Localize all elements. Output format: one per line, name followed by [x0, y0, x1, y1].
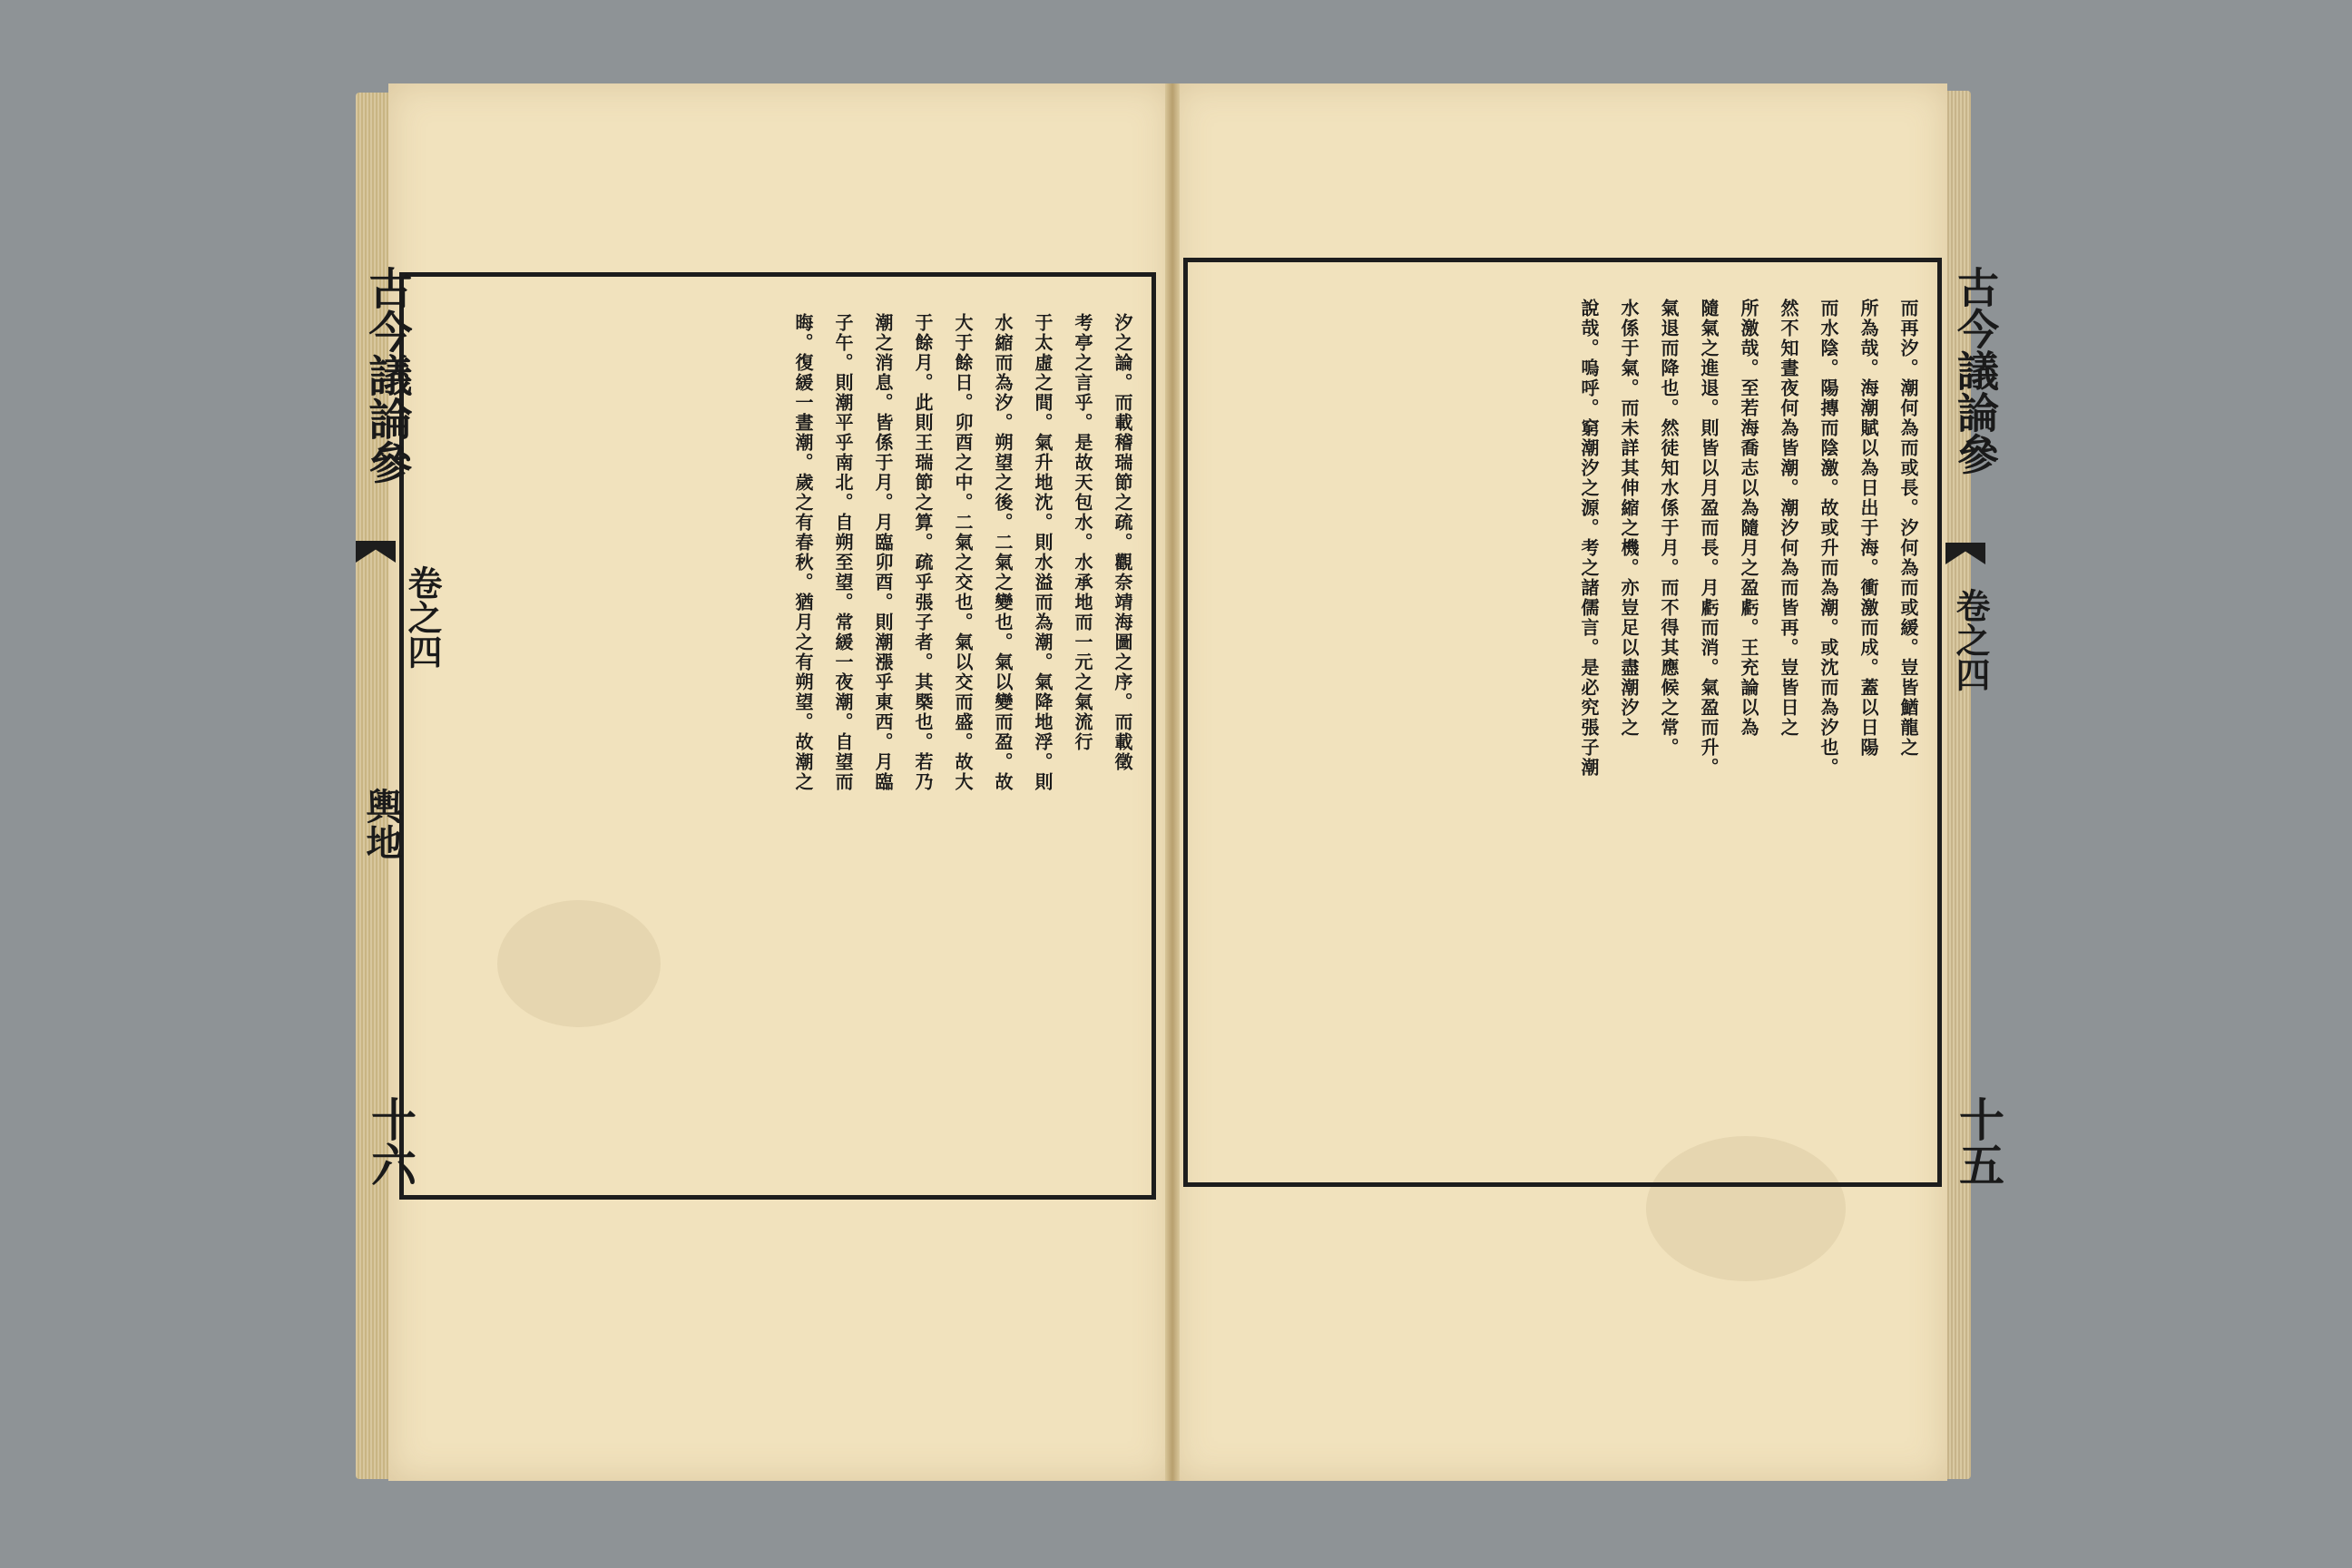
- left-column-8: 子午。則潮平乎南北。自朔至望。常緩一夜潮。自望而: [832, 313, 854, 792]
- left-fold-title: 古今議論參: [361, 266, 412, 484]
- right-column-8: 水係于氣。而未詳其伸縮之機。亦豈足以盡潮汐之: [1618, 299, 1640, 738]
- left-text-columns: [774, 313, 1133, 1184]
- left-fold-section: 輿地: [360, 788, 403, 860]
- left-column-5: 大于餘日。卯酉之中。二氣之交也。氣以交而盛。故大: [952, 313, 974, 792]
- right-column-6: 隨氣之進退。則皆以月盈而長。月虧而消。氣盈而升。: [1698, 299, 1720, 778]
- right-column-5: 所激哉。至若海喬志以為隨月之盈虧。王充論以為: [1738, 299, 1759, 738]
- left-column-4: 水縮而為汐。朔望之後。二氣之變也。氣以變而盈。故: [992, 313, 1014, 792]
- right-column-4: 然不知晝夜何為皆潮。潮汐何為而皆再。豈皆日之: [1778, 299, 1799, 738]
- left-fold-chapter: 卷之四: [402, 565, 443, 669]
- right-fold-chapter: 卷之四: [1950, 588, 1991, 691]
- right-column-7: 氣退而降也。然徒知水係于月。而不得其應候之常。: [1658, 299, 1680, 758]
- right-column-1: 而再汐。潮何為而或長。汐何為而或緩。豈皆鰌龍之: [1897, 299, 1919, 758]
- left-column-1: 汐之論。而載稽瑞節之疏。觀奈靖海圖之序。而載徵: [1112, 313, 1133, 772]
- right-column-2: 所為哉。海潮賦以為日出于海。衝激而成。蓋以日陽: [1857, 299, 1879, 758]
- left-column-7: 潮之消息。皆係于月。月臨卯酉。則潮漲乎東西。月臨: [872, 313, 894, 792]
- right-fold-title: 古今議論參: [1951, 266, 2000, 475]
- book-gutter: [1165, 83, 1180, 1481]
- left-page-number: 十六: [364, 1096, 417, 1187]
- right-page-number: 十五: [1952, 1096, 2005, 1187]
- open-book: [356, 80, 2005, 1486]
- right-column-9: 說哉。嗚呼。窮潮汐之源。考之諸儒言。是必究張子潮: [1578, 299, 1600, 778]
- left-column-6: 于餘月。此則王瑞節之算。疏乎張子者。其槩也。若乃: [912, 313, 934, 792]
- right-column-3: 而水陰。陽摶而陰激。故或升而為潮。或沈而為汐也。: [1818, 299, 1839, 778]
- left-column-2: 考亭之言乎。是故天包水。水承地而一元之氣流行: [1072, 313, 1093, 752]
- right-text-frame: [1183, 258, 1942, 1187]
- left-column-9: 晦。復緩一晝潮。歲之有春秋。猶月之有朔望。故潮之: [792, 313, 814, 792]
- left-column-3: 于太虛之間。氣升地沈。則水溢而為潮。氣降地浮。則: [1032, 313, 1054, 792]
- right-text-columns: [1560, 299, 1919, 1170]
- left-text-frame: [399, 272, 1156, 1200]
